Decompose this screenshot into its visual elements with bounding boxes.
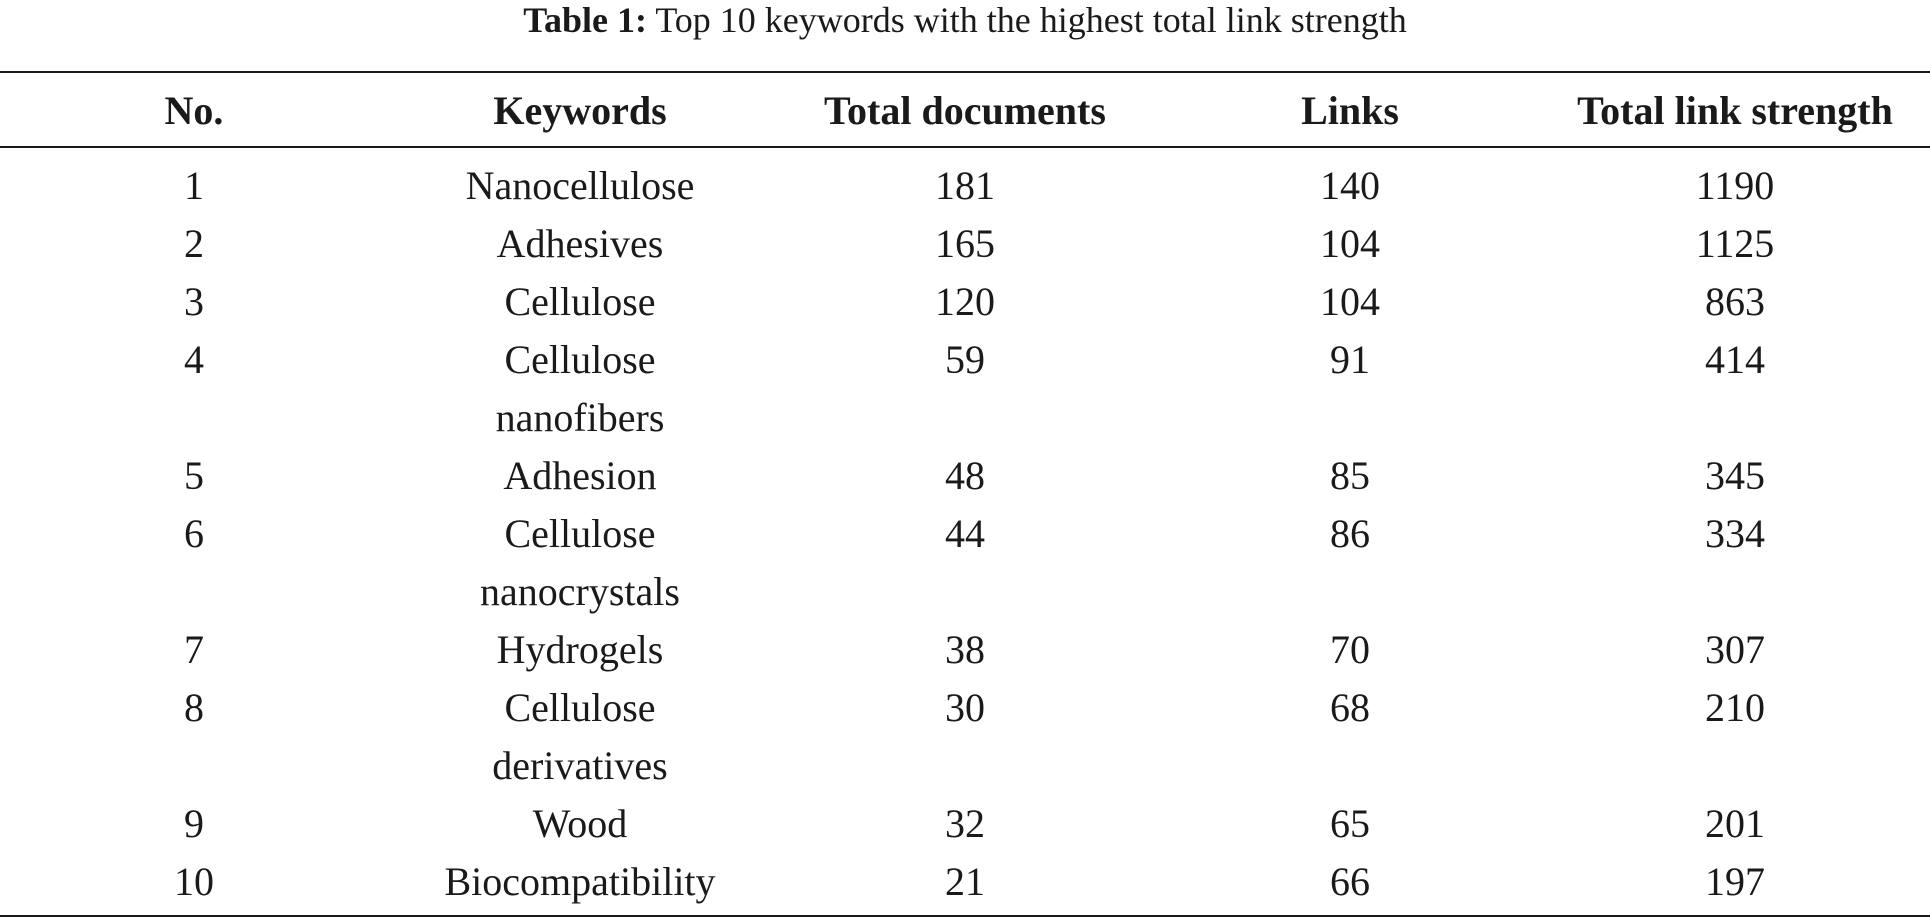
row-keyword: Hydrogels <box>496 627 664 672</box>
row-total-documents: 38 <box>945 627 985 672</box>
row-total-documents: 181 <box>935 163 995 208</box>
row-number: 6 <box>184 511 204 556</box>
row-keyword: Cellulose <box>504 279 656 324</box>
row-total-documents: 165 <box>935 221 995 266</box>
row-keyword: Nanocellulose <box>465 163 695 208</box>
row-total-documents: 32 <box>945 801 985 846</box>
row-total-link-strength: 1125 <box>1695 221 1775 266</box>
row-links: 66 <box>1330 859 1370 904</box>
row-total-link-strength: 210 <box>1705 685 1765 730</box>
header-links: Links <box>1301 88 1399 133</box>
row-number: 10 <box>174 859 214 904</box>
row-total-link-strength: 414 <box>1705 337 1765 382</box>
row-keyword-continued: nanocrystals <box>480 569 680 614</box>
row-total-link-strength: 345 <box>1705 453 1765 498</box>
row-links: 91 <box>1330 337 1370 382</box>
table-bottom-rule <box>0 915 1930 917</box>
row-number: 9 <box>184 801 204 846</box>
row-number: 3 <box>184 279 204 324</box>
row-links: 104 <box>1320 279 1380 324</box>
row-keyword: Cellulose <box>504 685 656 730</box>
row-number: 5 <box>184 453 204 498</box>
caption-label: Table 1: <box>523 0 647 40</box>
table-header-rule <box>0 146 1930 148</box>
row-total-documents: 44 <box>945 511 985 556</box>
header-total-link-strength: Total link strength <box>1577 88 1893 133</box>
caption-text: Top 10 keywords with the highest total link strength <box>655 0 1407 40</box>
row-total-documents: 21 <box>945 859 985 904</box>
row-total-link-strength: 307 <box>1705 627 1765 672</box>
row-keyword: Cellulose <box>504 337 656 382</box>
row-links: 70 <box>1330 627 1370 672</box>
row-total-link-strength: 1190 <box>1695 163 1775 208</box>
row-links: 104 <box>1320 221 1380 266</box>
row-total-link-strength: 863 <box>1705 279 1765 324</box>
row-total-link-strength: 334 <box>1705 511 1765 556</box>
row-number: 7 <box>184 627 204 672</box>
row-total-documents: 48 <box>945 453 985 498</box>
row-keyword: Biocompatibility <box>444 859 716 904</box>
row-links: 65 <box>1330 801 1370 846</box>
row-links: 140 <box>1320 163 1380 208</box>
row-keyword-continued: nanofibers <box>495 395 665 440</box>
header-no: No. <box>164 88 224 133</box>
table-top-rule <box>0 71 1930 73</box>
row-total-documents: 59 <box>945 337 985 382</box>
row-links: 85 <box>1330 453 1370 498</box>
row-number: 2 <box>184 221 204 266</box>
row-number: 8 <box>184 685 204 730</box>
row-keyword: Wood <box>532 801 628 846</box>
row-total-link-strength: 197 <box>1705 859 1765 904</box>
row-links: 68 <box>1330 685 1370 730</box>
row-links: 86 <box>1330 511 1370 556</box>
row-keyword: Adhesion <box>503 453 657 498</box>
row-total-documents: 30 <box>945 685 985 730</box>
table-caption <box>0 0 1930 44</box>
row-keyword: Cellulose <box>504 511 656 556</box>
header-total-documents: Total documents <box>824 88 1106 133</box>
header-keywords: Keywords <box>493 88 667 133</box>
row-total-link-strength: 201 <box>1705 801 1765 846</box>
row-keyword: Adhesives <box>496 221 664 266</box>
row-total-documents: 120 <box>935 279 995 324</box>
row-number: 4 <box>184 337 204 382</box>
row-number: 1 <box>184 163 204 208</box>
row-keyword-continued: derivatives <box>492 743 668 788</box>
